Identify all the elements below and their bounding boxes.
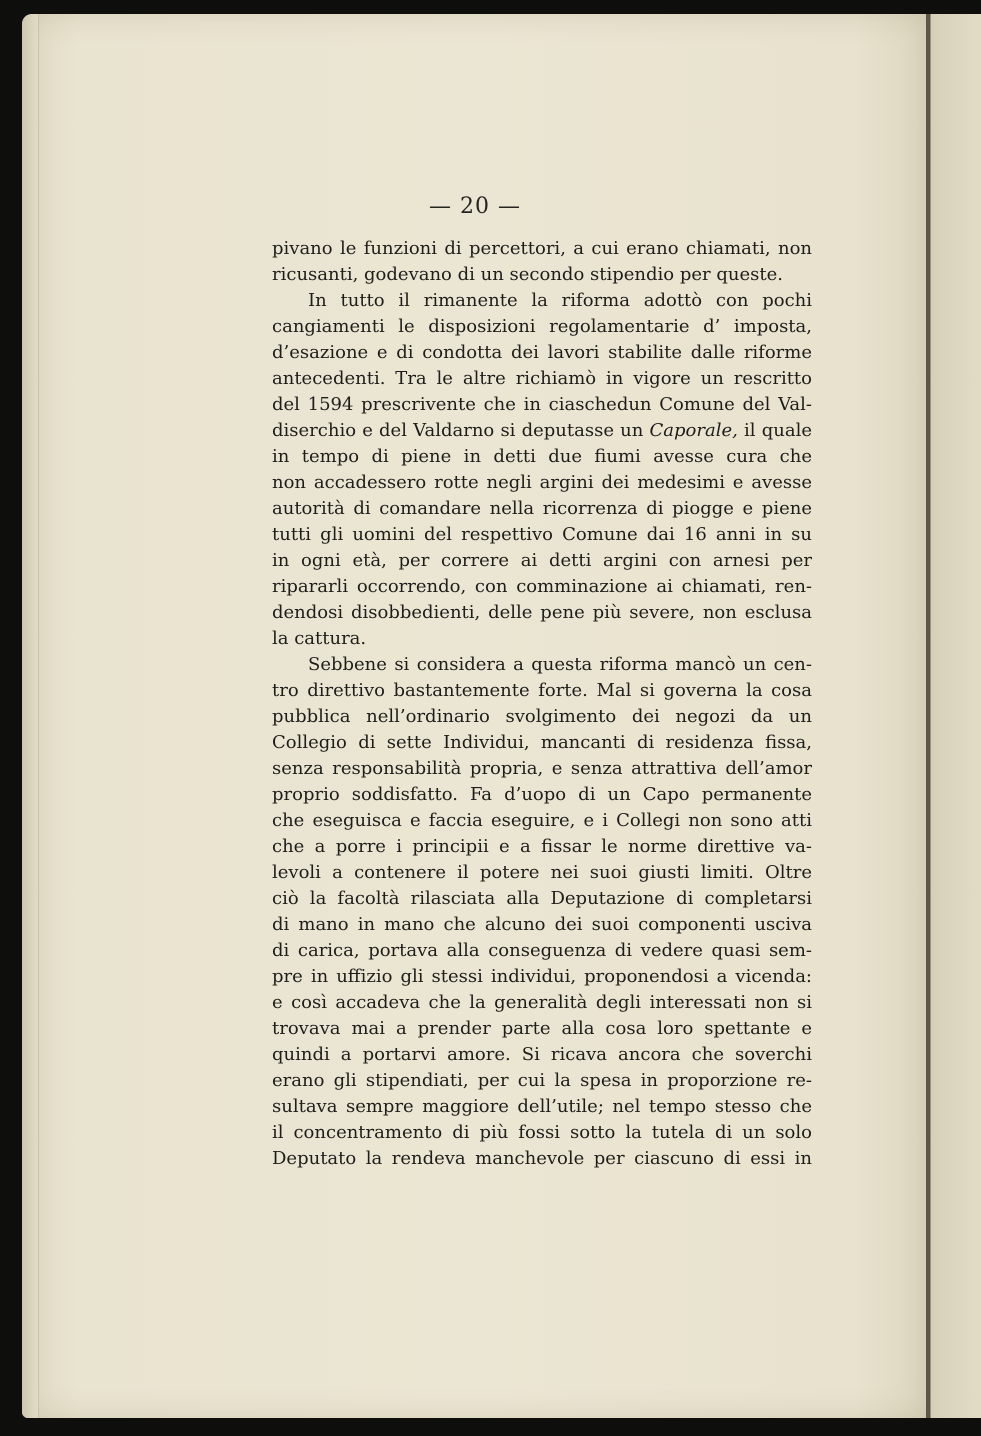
italic-word: Caporale, — [649, 420, 738, 441]
text-line: diserchio e del Valdarno si deputasse un Caporale, il quale — [272, 420, 812, 441]
book-page — [22, 14, 928, 1418]
text-line: In tutto il rimanente la riforma adottò con pochi — [308, 290, 812, 311]
text-line: cangiamenti le disposizioni regolamentarie d’ imposta, — [272, 316, 812, 337]
text-line: sultava sempre maggiore dell’utile; nel tempo stesso che — [272, 1096, 812, 1117]
text-line: Deputato la rendeva manchevole per ciascuno di essi in — [272, 1148, 812, 1169]
text-line: in tempo di piene in detti due fiumi avesse cura che — [272, 446, 812, 467]
adjacent-page-edge — [930, 14, 981, 1418]
text-line: che eseguisca e faccia eseguire, e i Collegi non sono atti — [272, 810, 812, 831]
text-line: in ogni età, per correre ai detti argini con arnesi per — [272, 550, 812, 571]
text-line: levoli a contenere il potere nei suoi giusti limiti. Oltre — [272, 862, 812, 883]
body-text — [272, 236, 812, 1172]
text-line: antecedenti. Tra le altre richiamò in vigore un rescritto — [272, 368, 812, 389]
text-line: la cattura. — [272, 628, 367, 649]
text-line: e così accadeva che la generalità degli interessati non si — [272, 992, 812, 1013]
text-line: Sebbene si considera a questa riforma mancò un cen- — [308, 654, 812, 675]
page-edge — [22, 14, 39, 1418]
page-number: — 20 — — [429, 194, 521, 219]
text-line: ciò la facoltà rilasciata alla Deputazione di completarsi — [272, 888, 812, 909]
text-line: quindi a portarvi amore. Si ricava ancora che soverchi — [272, 1044, 812, 1065]
text-line: Collegio di sette Individui, mancanti di residenza fissa, — [272, 732, 812, 753]
text-line: autorità di comandare nella ricorrenza di piogge e piene — [272, 498, 812, 519]
text-line: di mano in mano che alcuno dei suoi componenti usciva — [272, 914, 812, 935]
text-line: che a porre i principii e a fissar le norme direttive va- — [272, 836, 812, 857]
text-line: il concentramento di più fossi sotto la tutela di un solo — [272, 1122, 812, 1143]
text-line: ripararli occorrendo, con comminazione ai chiamati, ren- — [272, 576, 812, 597]
text-line: pre in uffizio gli stessi individui, proponendosi a vicenda: — [272, 966, 812, 987]
text-line: d’esazione e di condotta dei lavori stabilite dalle riforme — [272, 342, 812, 363]
text-line: pubblica nell’ordinario svolgimento dei negozi da un — [272, 706, 812, 727]
text-line: dendosi disobbedienti, delle pene più severe, non esclusa — [272, 602, 812, 623]
text-line: non accadessero rotte negli argini dei medesimi e avesse — [272, 472, 812, 493]
text-line: erano gli stipendiati, per cui la spesa in proporzione re- — [272, 1070, 812, 1091]
text-line: pivano le funzioni di percettori, a cui erano chiamati, non — [272, 238, 812, 259]
text-line: ricusanti, godevano di un secondo stipendio per queste. — [272, 264, 783, 285]
text-line: senza responsabilità propria, e senza attrattiva dell’amor — [272, 758, 812, 779]
text-line: trovava mai a prender parte alla cosa loro spettante e — [272, 1018, 812, 1039]
text-line: tro direttivo bastantemente forte. Mal si governa la cosa — [272, 680, 812, 701]
text-line: proprio soddisfatto. Fa d’uopo di un Capo permanente — [272, 784, 812, 805]
text-line: tutti gli uomini del respettivo Comune dai 16 anni in su — [272, 524, 812, 545]
text-line: di carica, portava alla conseguenza di vedere quasi sem- — [272, 940, 812, 961]
text-line: del 1594 prescrivente che in ciaschedun Comune del Val- — [272, 394, 812, 415]
